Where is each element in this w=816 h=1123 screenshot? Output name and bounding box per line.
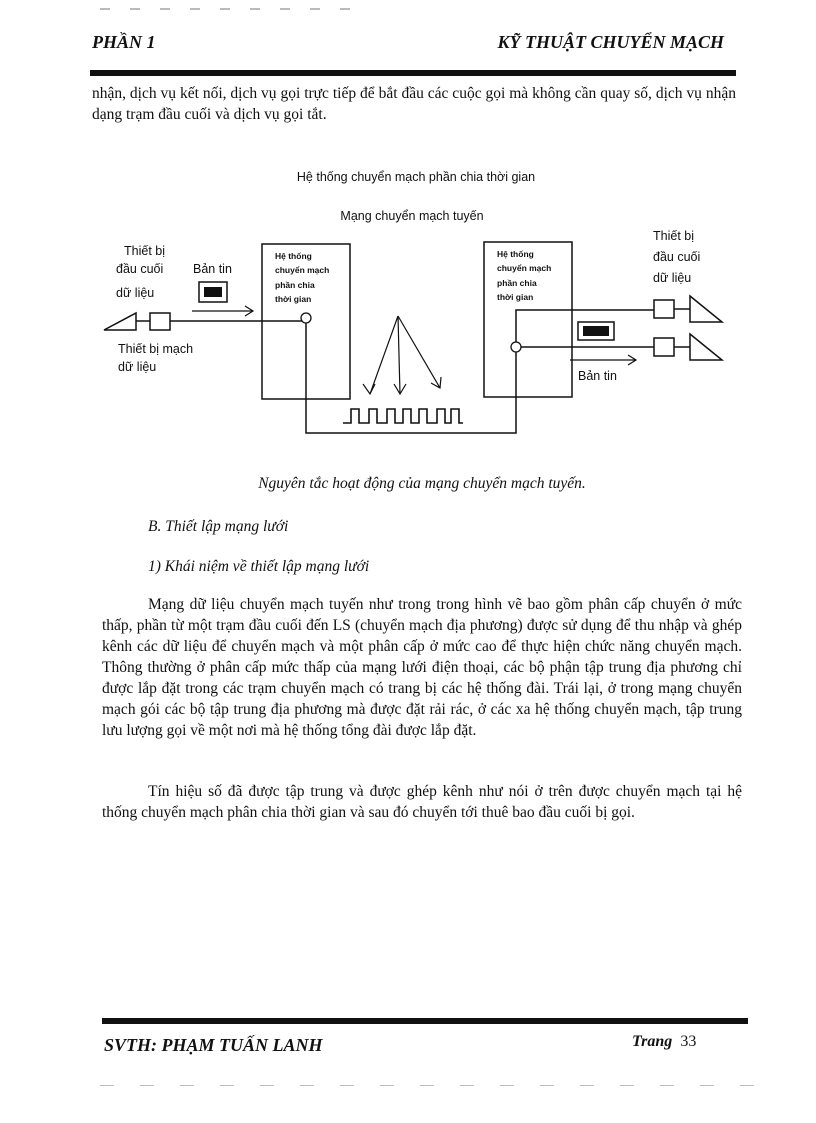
right-message-icon	[578, 322, 614, 340]
right-message-label: Bản tin	[578, 369, 617, 383]
right-terminal-label-3: dữ liệu	[653, 271, 692, 285]
circuit-switching-diagram	[0, 0, 816, 470]
body-paragraph-2: Tín hiệu số đã được tập trung và được ghép kênh như nói ở trên được chuyển mạch tại hệ thống chuyển mạch phân chia thời gian và sau đó chuyển tới thuê bao đầu cuối bị gọi.	[102, 783, 742, 821]
right-switch-label-1: Hệ thống	[497, 249, 534, 259]
body-paragraph-1: Mạng dữ liệu chuyển mạch tuyến như trong trong hình vẽ bao gồm phân cấp chuyển ở mức thấp, phần từ một trạm đầu cuối đến LS (chuyển mạch địa phương) được sử dụng để thu nhập và ghép kênh các dữ liệu để chuyển mạch và một phân cấp ở mức cao để thực hiện chức năng chuyển mạch. Thông thường ở phân cấp mức thấp của mạng lưới điện thoại, các bộ phận tập trung địa phương chỉ được lắp đặt trong các trạm chuyển mạch có trang bị các hệ thống đài. Trái lại, ở trong mạng chuyển mạch gói các bộ tập trung địa phương mà được đặt rải rác, ở các xa hệ thống chuyển mạch, tập trung lưu lượng gọi về một nơi mà hệ thống tổng đài được lắp đặt.	[102, 596, 742, 739]
figure-caption: Nguyên tắc hoạt động của mạng chuyển mạch tuyến.	[258, 475, 586, 492]
time-division-pulses	[343, 409, 463, 423]
left-message-label: Bản tin	[193, 262, 232, 276]
footer-page-number: 33	[680, 1033, 697, 1050]
left-terminal-label-2: đầu cuối	[116, 262, 164, 276]
left-switch-label-1: Hệ thống	[275, 251, 312, 261]
left-terminal-label-1: Thiết bị	[124, 244, 165, 258]
header-chapter-title: KỸ THUẬT CHUYỂN MẠCH	[497, 32, 724, 52]
footer-rule	[102, 1018, 748, 1024]
left-modem-label-1: Thiết bị mạch	[118, 342, 194, 356]
left-message-arrow	[192, 306, 253, 316]
right-switch-port	[511, 342, 521, 352]
left-switch-label-4: thời gian	[275, 294, 312, 304]
section-heading: B. Thiết lập mạng lưới	[148, 518, 289, 535]
left-line	[136, 313, 306, 321]
right-terminal-shape-upper	[690, 296, 722, 322]
diagram-title: Hệ thống chuyển mạch phần chia thời gian	[296, 170, 536, 184]
subsection-heading: 1) Khái niệm về thiết lập mạng lưới	[148, 558, 370, 575]
left-switch-port	[301, 313, 311, 323]
header-part-label: PHẦN 1	[92, 32, 156, 52]
intro-paragraph: nhận, dịch vụ kết nối, dịch vụ gọi trực tiếp để bắt đầu các cuộc gọi mà không cần quay số, dịch vụ nhận dạng trạm đầu cuối và dịch vụ gọi tắt.	[92, 85, 736, 123]
switching-arrows	[363, 316, 441, 394]
right-modem-box-upper	[654, 300, 674, 318]
right-terminal-shape-lower	[690, 334, 722, 360]
footer-page	[632, 1033, 696, 1051]
right-switch-label-3: phần chia	[497, 278, 537, 288]
left-message-icon	[199, 282, 227, 302]
left-modem-label-2: dữ liệu	[118, 360, 157, 374]
footer-author: SVTH: PHẠM TUẤN LANH	[104, 1035, 323, 1055]
right-switch-label-4: thời gian	[497, 292, 534, 302]
right-switch-label-2: chuyển mạch	[497, 263, 552, 273]
left-terminal-label-3: dữ liệu	[116, 286, 155, 300]
right-terminal-label-2: đầu cuối	[653, 250, 701, 264]
right-modem-box-lower	[654, 338, 674, 356]
left-switch-label-2: chuyển mạch	[275, 265, 330, 275]
scan-artifact-bottom	[100, 1085, 760, 1086]
left-terminal-shape	[104, 313, 136, 330]
diagram-network-label: Mạng chuyển mạch tuyến	[340, 209, 484, 223]
right-terminal-label-1: Thiết bị	[653, 229, 694, 243]
left-modem-box	[150, 313, 170, 330]
right-message-arrow	[570, 355, 636, 365]
footer-page-label: Trang	[632, 1033, 673, 1050]
left-switch-label-3: phần chia	[275, 280, 315, 290]
